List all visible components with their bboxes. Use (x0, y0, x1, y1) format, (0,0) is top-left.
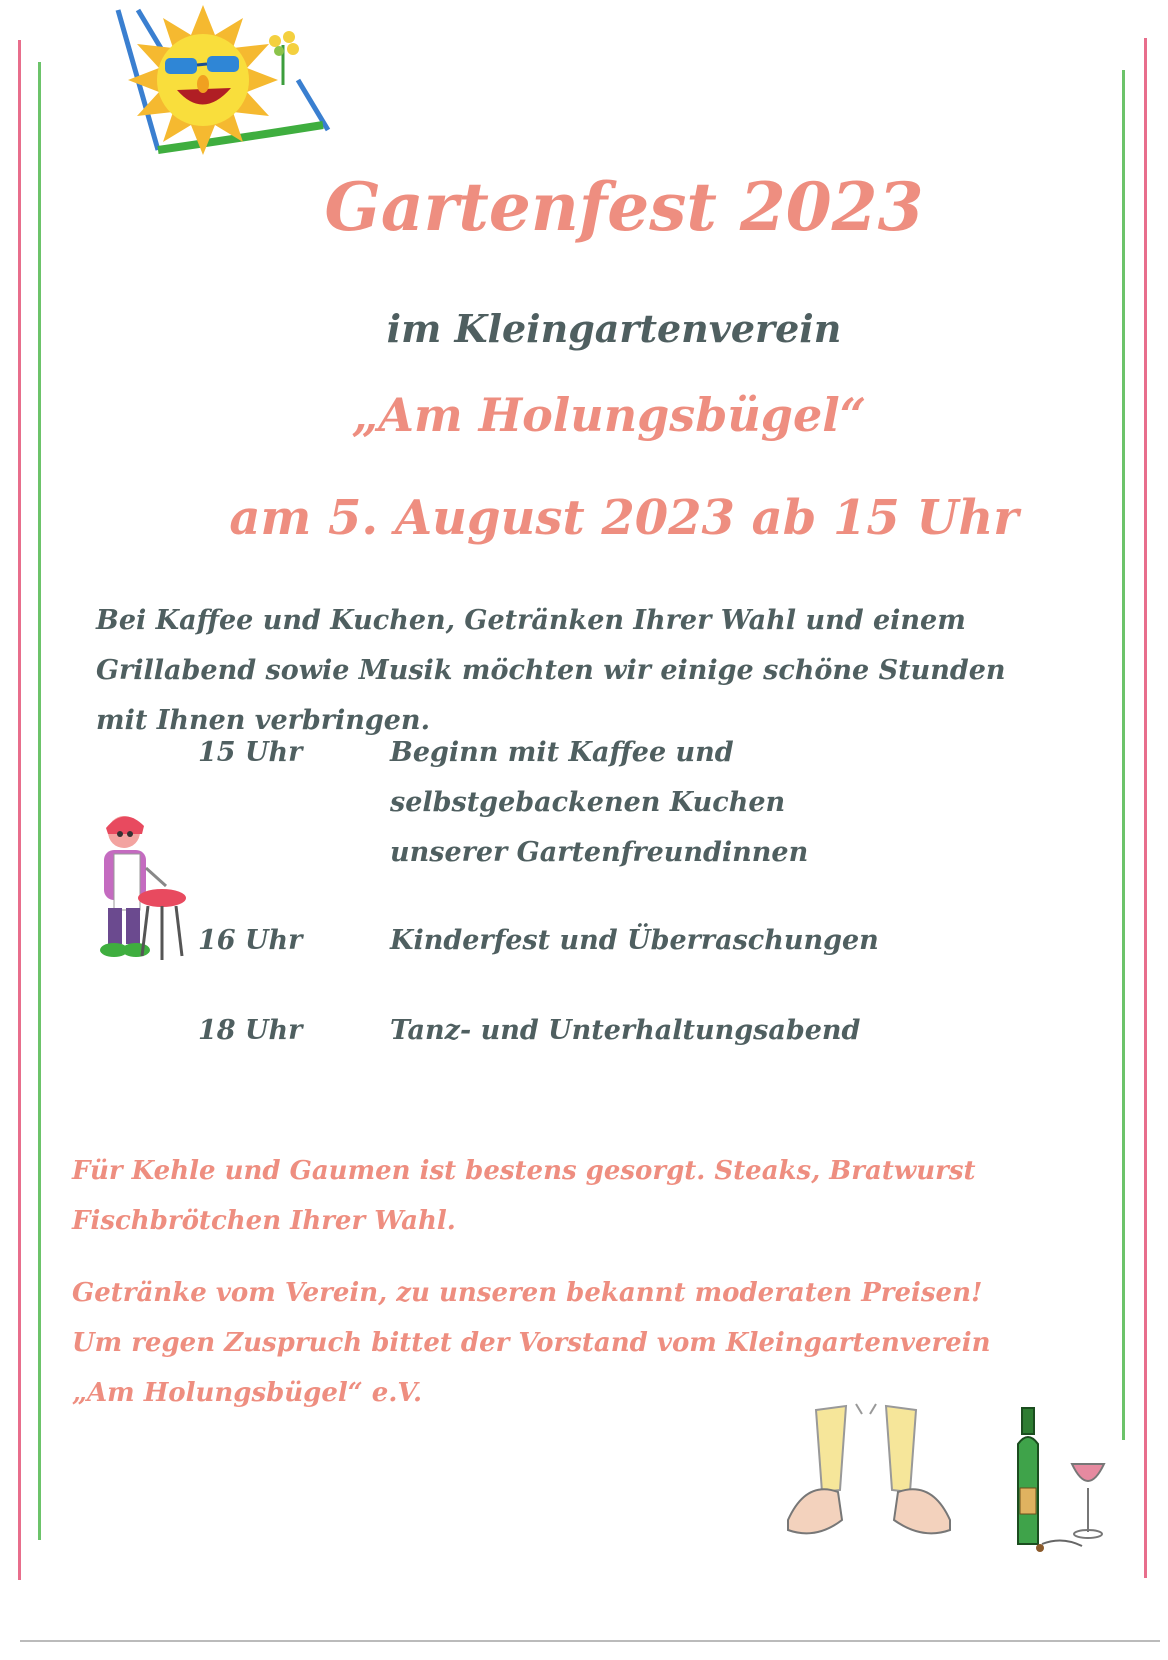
footer-line: Getränke vom Verein, zu unseren bekannt moderaten Preisen! (72, 1278, 983, 1308)
schedule-description (390, 916, 879, 966)
right-green-border (1122, 70, 1125, 1440)
venue-name: „Am Holungsbügel“ (351, 388, 867, 442)
schedule-description (390, 728, 808, 878)
intro-line: mit Ihnen verbringen. (96, 705, 430, 736)
schedule-line: selbstgebackenen Kuchen (390, 787, 786, 818)
footer-line: Für Kehle und Gaumen ist bestens gesorgt. Steaks, Bratwurst (72, 1156, 976, 1186)
footer-line: „Am Holungsbügel“ e.V. (72, 1378, 423, 1408)
intro-paragraph (96, 596, 1096, 746)
schedule-line: Beginn mit Kaffee und (390, 737, 734, 768)
closing-note (72, 1268, 991, 1418)
schedule-line: Kinderfest und Überraschungen (390, 925, 879, 956)
wine-bottle-glass-icon (1012, 1404, 1124, 1554)
intro-line: Grillabend sowie Musik möchten wir einige schöne Stunden (96, 655, 1006, 686)
sun-in-hammock-icon (98, 0, 348, 168)
toasting-glasses-icon (776, 1400, 962, 1550)
footer-line: Um regen Zuspruch bittet der Vorstand vom Kleingartenverein (72, 1328, 991, 1358)
intro-line: Bei Kaffee und Kuchen, Getränken Ihrer Wahl und einem (96, 605, 966, 636)
left-pink-border (18, 40, 21, 1580)
event-date: am 5. August 2023 ab 15 Uhr (229, 490, 1019, 546)
right-pink-border (1144, 38, 1147, 1578)
page-title: Gartenfest 2023 (324, 168, 924, 246)
grill-chef-icon (86, 810, 190, 966)
catering-note (72, 1146, 975, 1246)
subtitle: im Kleingartenverein (386, 306, 842, 351)
schedule-time: 16 Uhr (198, 925, 303, 956)
schedule-line: unserer Gartenfreundinnen (390, 837, 809, 868)
schedule-line: Tanz- und Unterhaltungsabend (390, 1015, 861, 1046)
footer-line: Fischbrötchen Ihrer Wahl. (72, 1206, 456, 1236)
schedule-time: 18 Uhr (198, 1015, 303, 1046)
bottom-divider (20, 1640, 1160, 1642)
left-green-border (38, 62, 41, 1540)
schedule-description (390, 1006, 860, 1056)
schedule-time: 15 Uhr (198, 737, 303, 768)
